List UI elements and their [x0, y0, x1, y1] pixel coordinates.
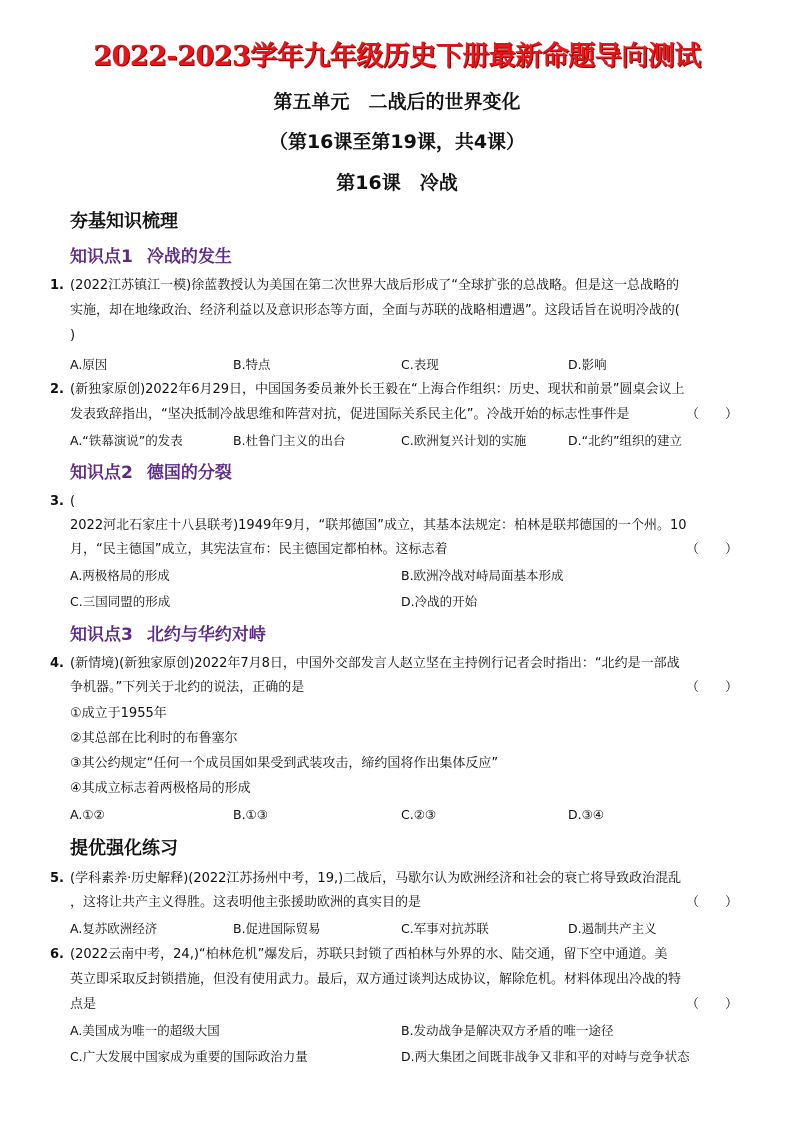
section-basic: 夯基知识梳理 — [70, 211, 178, 232]
option-a[interactable]: A.①② — [70, 807, 105, 822]
kp-title: 冷战的发生 — [146, 247, 232, 267]
question-text-line: 月，“民主德国”成立，其宪法宣布：民主德国定都柏林。这标志着 — [70, 542, 448, 557]
unit-title: 第五单元 二战后的世界变化 — [273, 91, 521, 113]
option-c[interactable]: C.欧洲复兴计划的实施 — [401, 433, 527, 448]
kp-label: 知识点2 — [70, 463, 133, 483]
lesson-title: 第16课 冷战 — [336, 172, 458, 194]
option-a[interactable]: A.“铁幕演说”的发表 — [70, 433, 183, 448]
question-text-line: ) — [70, 328, 76, 343]
knowledge-point-2 — [70, 458, 232, 483]
option-d[interactable]: D.两大集团之间既非战争又非和平的对峙与竞争状态 — [401, 1049, 690, 1064]
option-d[interactable]: D.遏制共产主义 — [568, 921, 657, 936]
option-c[interactable]: C.军事对抗苏联 — [401, 921, 489, 936]
kp-title: 德国的分裂 — [146, 463, 232, 483]
question-text-line: (2022江苏镇江一模)徐蓝教授认为美国在第二次世界大战后形成了“全球扩张的总战略。但是这一总战略的 — [70, 278, 679, 293]
question-text-line: 实施，却在地缘政治、经济利益以及意识形态等方面，全面与苏联的战略相遭遇”。这段话旨在说明冷战的( — [70, 303, 680, 318]
kp-label: 知识点1 — [70, 247, 133, 267]
question-5 — [50, 867, 750, 943]
answer-blank[interactable]: （ ） — [685, 680, 738, 695]
section-advanced: 提优强化练习 — [70, 838, 178, 859]
question-text-line: (2022云南中考，24,)“柏林危机”爆发后，苏联只封锁了西柏林与外界的水、陆交通，留下空中通道。美 — [70, 947, 668, 962]
question-1 — [50, 274, 750, 374]
question-text-line: 发表致辞指出，“坚决抵制冷战思维和阵营对抗，促进国际关系民主化”。冷战开始的标志性事件是 — [70, 407, 630, 422]
statement-item: ③其公约规定“任何一个成员国如果受到武装攻击，缔约国将作出集体反应” — [70, 756, 499, 771]
question-text-line: 争机器。”下列关于北约的说法，正确的是 — [70, 680, 305, 695]
statement-item: ④其成立标志着两极格局的形成 — [70, 781, 251, 796]
option-d[interactable]: D.③④ — [568, 807, 605, 822]
knowledge-point-1 — [70, 242, 232, 267]
option-b[interactable]: B.特点 — [233, 357, 271, 372]
option-d[interactable]: D.“北约”组织的建立 — [568, 433, 683, 448]
kp-label: 知识点3 — [70, 625, 133, 645]
answer-blank[interactable]: （ ） — [685, 407, 738, 422]
question-number: 5. — [50, 871, 64, 886]
question-6 — [50, 943, 750, 1071]
question-number: 4. — [50, 656, 64, 671]
question-number: 6. — [50, 947, 64, 962]
option-a[interactable]: A.原因 — [70, 357, 108, 372]
knowledge-point-3 — [70, 620, 266, 645]
question-text-line: 点是 — [70, 997, 97, 1012]
option-a[interactable]: A.复苏欧洲经济 — [70, 921, 158, 936]
option-b[interactable]: B.杜鲁门主义的出台 — [233, 433, 346, 448]
question-number: 1. — [50, 278, 64, 293]
question-text-line: (新独家原创)2022年6月29日，中国国务委员兼外长王毅在“上海合作组织：历史、现状和前景”圆桌会议上 — [70, 382, 685, 397]
answer-blank[interactable]: （ ） — [685, 997, 738, 1012]
question-number: 2. — [50, 382, 64, 397]
question-text-line: (新情境)(新独家原创)2022年7月8日，中国外交部发言人赵立坚在主持例行记者会时指出：“北约是一部战 — [70, 656, 680, 671]
statement-item: ②其总部在比利时的布鲁塞尔 — [70, 731, 238, 746]
option-c[interactable]: C.②③ — [401, 807, 437, 822]
answer-blank[interactable]: （ ） — [685, 542, 738, 557]
statement-item: ①成立于1955年 — [70, 706, 167, 721]
option-b[interactable]: B.欧洲冷战对峙局面基本形成 — [401, 568, 564, 583]
question-text-line: ，这将让共产主义得胜。这表明他主张援助欧洲的真实目的是 — [70, 895, 422, 910]
question-2 — [50, 378, 750, 454]
option-d[interactable]: D.冷战的开始 — [401, 594, 478, 609]
option-c[interactable]: C.三国同盟的形成 — [70, 594, 171, 609]
answer-blank[interactable]: （ ） — [685, 895, 738, 910]
option-c[interactable]: C.广大发展中国家成为重要的国际政治力量 — [70, 1049, 308, 1064]
question-text-line: ( — [70, 494, 76, 509]
question-text-line: 英立即采取反封锁措施，但没有使用武力。最后，双方通过谈判达成协议，解除危机。材料体现出冷战的特 — [70, 972, 682, 987]
option-b[interactable]: B.促进国际贸易 — [233, 921, 321, 936]
question-4 — [50, 652, 750, 828]
kp-title: 北约与华约对峙 — [146, 625, 266, 645]
option-b[interactable]: B.①③ — [233, 807, 268, 822]
question-text-line: 2022河北石家庄十八县联考)1949年9月，“联邦德国”成立，其基本法规定：柏林是联邦德国的一个州。10 — [70, 518, 687, 533]
question-3 — [50, 490, 750, 616]
option-d[interactable]: D.影响 — [568, 357, 607, 372]
option-a[interactable]: A.两极格局的形成 — [70, 568, 170, 583]
option-b[interactable]: B.发动战争是解决双方矛盾的唯一途径 — [401, 1023, 614, 1038]
main-title: 2022-2023学年九年级历史下册最新命题导向测试 — [93, 41, 701, 72]
lesson-range: （第16课至第19课，共4课） — [268, 131, 526, 153]
question-number: 3. — [50, 494, 64, 509]
question-text-line: (学科素养·历史解释)(2022江苏扬州中考，19,)二战后，马歇尔认为欧洲经济和社会的衰亡将导致政治混乱 — [70, 871, 682, 886]
option-a[interactable]: A.美国成为唯一的超级大国 — [70, 1023, 220, 1038]
option-c[interactable]: C.表现 — [401, 357, 439, 372]
